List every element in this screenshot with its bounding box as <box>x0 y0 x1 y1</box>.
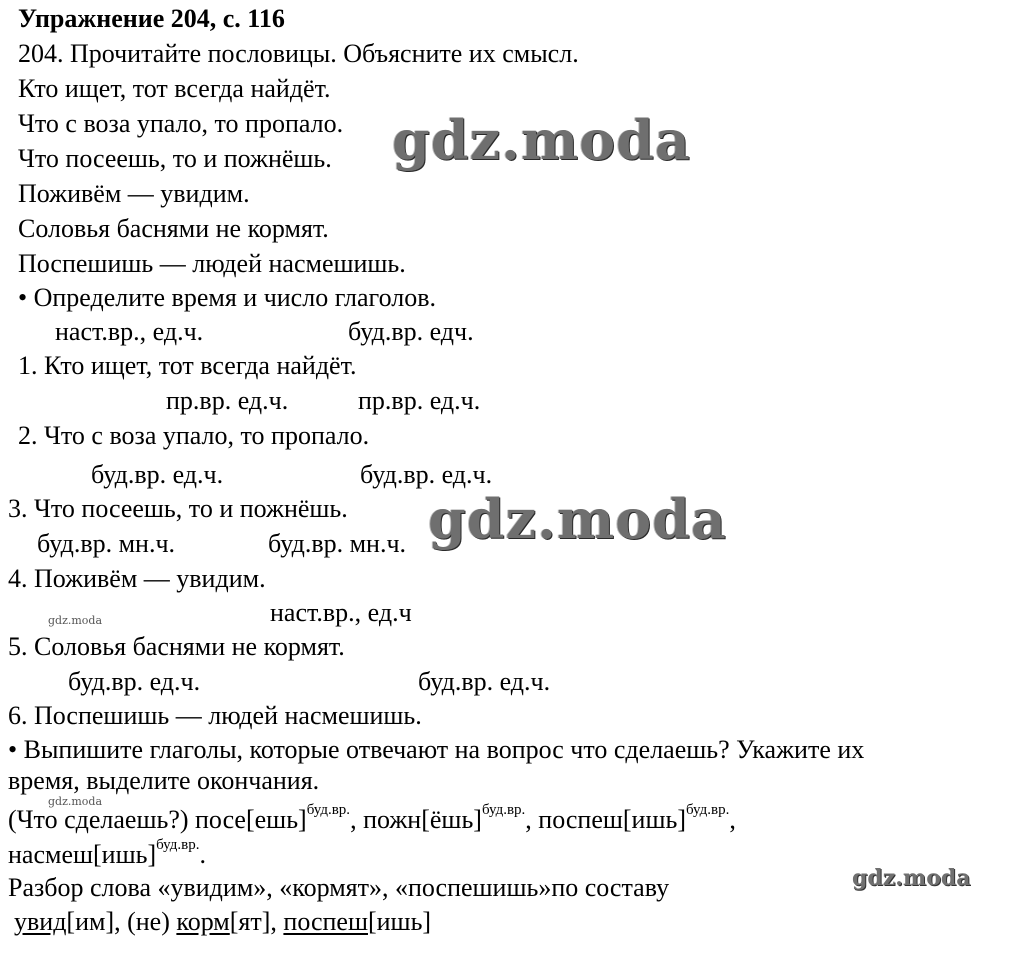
tense-superscript: буд.вр. <box>156 837 200 853</box>
parse-answer <box>14 907 431 937</box>
word-stem: увид <box>14 907 67 936</box>
tense-label: буд.вр. ед.ч. <box>68 667 201 696</box>
watermark: gdz.moda <box>48 614 103 627</box>
verb-ending: [ишь] <box>93 840 157 869</box>
watermark: gdz.moda <box>48 795 103 808</box>
verb-stem: насмеш <box>8 840 94 869</box>
analysis-sentence: 2. Что с воза упало, то пропало. <box>18 421 370 450</box>
answer-2-line <box>8 837 206 874</box>
analysis-sentence: 6. Поспешишь — людей насмешишь. <box>8 701 422 730</box>
question-2: • Выпишите глаголы, которые отвечают на вопрос что сделаешь? Укажите их <box>8 735 865 764</box>
proverb-line: Что посеешь, то и пожнёшь. <box>18 144 332 173</box>
answer-2-line <box>8 802 736 839</box>
analysis-sentence: 5. Соловья баснями не кормят. <box>8 632 345 661</box>
proverb-line: Что с воза упало, то пропало. <box>18 109 344 138</box>
word-ending: [ят] <box>229 907 271 936</box>
word-stem: корм <box>176 907 230 936</box>
verb-ending: [ёшь] <box>421 805 482 834</box>
separator: , <box>270 907 284 936</box>
analysis-sentence: 3. Что посеешь, то и пожнёшь. <box>8 494 348 523</box>
tense-label: буд.вр. ед.ч. <box>91 460 224 489</box>
tense-label: буд.вр. мн.ч. <box>268 529 407 558</box>
tense-superscript: буд.вр. <box>685 802 730 818</box>
separator: , <box>525 805 539 834</box>
proverb-line: Кто ищет, тот всегда найдёт. <box>18 74 331 103</box>
separator: , (не) <box>114 907 177 936</box>
analysis-sentence: 1. Кто ищет, тот всегда найдёт. <box>18 351 357 380</box>
tense-label: наст.вр., ед.ч. <box>55 317 204 346</box>
exercise-heading: Упражнение 204, с. 116 <box>18 4 285 33</box>
question-2: время, выделите окончания. <box>8 766 320 795</box>
watermark: gdz.moda <box>392 108 691 172</box>
verb-stem: пожн <box>363 805 422 834</box>
watermark: gdz.moda <box>428 487 727 551</box>
proverb-line: Соловья баснями не кормят. <box>18 214 329 243</box>
verb-ending: [ешь] <box>245 805 307 834</box>
separator: , <box>350 805 364 834</box>
tense-label: буд.вр. ед.ч. <box>418 667 551 696</box>
verb-stem: поспеш <box>538 805 623 834</box>
verb-ending: [ишь] <box>622 805 686 834</box>
parse-title: Разбор слова «увидим», «кормят», «поспешишь»по составу <box>8 873 670 902</box>
tense-label: пр.вр. ед.ч. <box>166 386 289 415</box>
word-ending: [ишь] <box>367 907 432 936</box>
tense-label: пр.вр. ед.ч. <box>358 386 481 415</box>
answer-prefix: (Что сделаешь?) <box>8 805 196 834</box>
tense-superscript: буд.вр. <box>481 802 526 818</box>
separator: . <box>199 840 206 869</box>
word-ending: [им] <box>66 907 115 936</box>
separator: , <box>729 805 736 834</box>
tense-label: буд.вр. ед.ч. <box>360 460 493 489</box>
proverb-line: Поспешишь — людей насмешишь. <box>18 249 406 278</box>
verb-stem: посе <box>195 805 246 834</box>
analysis-sentence: 4. Поживём — увидим. <box>8 564 266 593</box>
tense-label: буд.вр. мн.ч. <box>37 529 176 558</box>
tense-label: наст.вр., ед.ч <box>270 598 412 627</box>
proverb-line: Поживём — увидим. <box>18 179 250 208</box>
task-text: 204. Прочитайте пословицы. Объясните их смысл. <box>18 39 579 68</box>
tense-label: буд.вр. едч. <box>348 317 474 346</box>
question-1: • Определите время и число глаголов. <box>18 283 436 312</box>
tense-superscript: буд.вр. <box>306 802 351 818</box>
watermark: gdz.moda <box>852 865 971 891</box>
word-stem: поспеш <box>283 907 368 936</box>
